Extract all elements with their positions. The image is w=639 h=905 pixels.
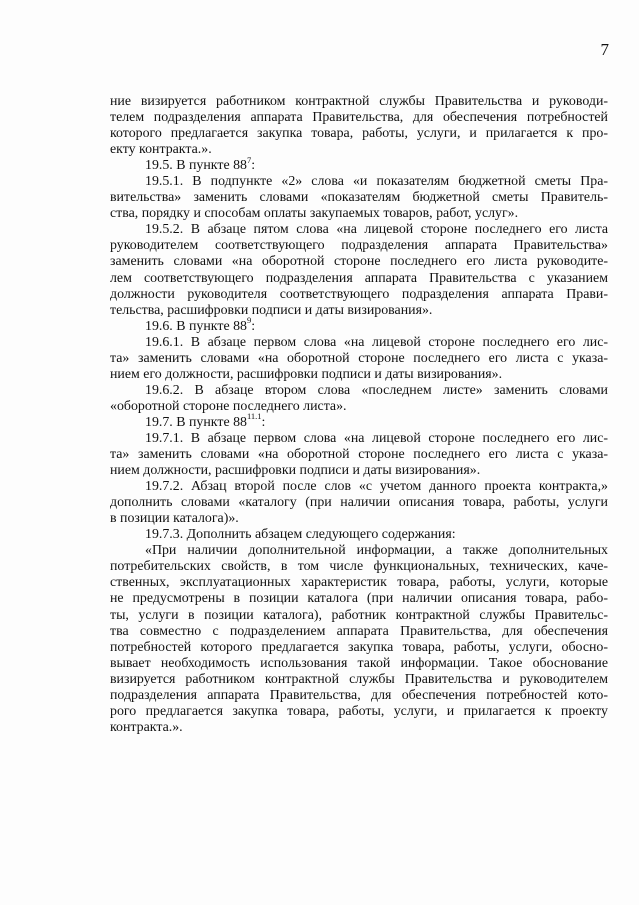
text-line [110,399,608,415]
text-line-content: ственных, эксплуатационных характеристик товара, работы, услуги, которые [110,575,608,591]
text-line [110,559,608,575]
text-line-content: тельства, расшифровки подписи и даты визирования». [110,302,433,318]
text-line [110,190,608,206]
text-line [110,527,608,543]
text-line [110,431,608,447]
text-line [110,543,608,559]
text-line [110,511,608,527]
superscript: 9 [246,315,252,326]
text-line-content: «При наличии дополнительной информации, а также дополнительных [145,543,608,559]
text-line [110,720,608,736]
text-line-content: вительства» заменить словами «показателям бюджетной сметы Правитель- [110,190,608,206]
text-line-content: заменить словами «на оборотной стороне последнего его листа руководите- [110,254,608,270]
text-line-content: та» заменить словами «на оборотной стороне последнего его листа с указа- [110,447,608,463]
text-line [110,254,608,270]
text-line [110,591,608,607]
text-line-content: «оборотной стороне последнего листа». [110,398,347,414]
text-line [110,447,608,463]
text-line-content: визируется работником контрактной службы Правительства и руководителем [110,671,608,687]
text-line-content: 19.6.1. В абзаце первом слова «на лицевой стороне последнего его лис- [145,334,608,350]
text-line-content: 19.7.2. Абзац второй после слов «с учетом данного проекта контракта,» [145,479,608,495]
text-line [110,704,608,720]
text-line-content: 19.6.2. В абзаце втором слова «последнем листе» заменить словами [145,382,608,398]
text-line [110,174,608,190]
text-line [110,335,608,351]
text-line [110,238,608,254]
text-line-tail: : [261,414,266,430]
text-line-content: должности руководителя соответствующего подразделения аппарата Прави- [110,286,608,302]
text-line-content: ние визируется работником контрактной службы Правительства и руководи- [110,94,608,109]
text-line-content: нием его должности, расшифровки подписи и даты визирования». [110,366,503,382]
page-number: 7 [600,40,609,59]
text-line-content: лем соответствующего подразделения аппарата Правительства с указанием [110,270,608,286]
text-line [110,303,608,319]
text-line [110,495,608,511]
text-line-content: 19.5.1. В подпункте «2» слова «и показателям бюджетной сметы Пра- [145,174,608,190]
text-line [110,383,608,399]
text-line-content: подразделения аппарата Правительства, для обеспечения потребностей кото- [110,687,608,703]
text-line-content: 19.5. В пункте 88 [145,158,247,174]
text-line-content: которого предлагается закупка товара, работы, услуги, и прилагается к про- [110,126,608,142]
text-line [110,351,608,367]
text-line [110,126,608,142]
text-line [110,222,608,238]
text-line-content: контракта.». [110,719,183,735]
text-line-tail: : [251,158,256,174]
text-line [110,463,608,479]
text-line [110,640,608,656]
text-line [110,315,608,335]
text-line-tail: : [251,318,256,334]
text-line-content: 19.7.1. В абзаце первом слова «на лицевой стороне последнего его лис- [145,430,608,446]
text-line-content: не предусмотрены в позиции каталога (при наличии описания товара, рабо- [110,591,608,607]
text-line-content: екту контракта.». [110,142,212,158]
text-line [110,271,608,287]
superscript: 7 [246,154,252,165]
document-body [110,94,608,736]
text-line-content: ты, услуги в позиции каталога), работник контрактной службы Правительс- [110,607,608,623]
text-line-content: 19.7. В пункте 88 [145,414,247,430]
text-line [110,688,608,704]
text-line [110,672,608,688]
text-line-content: в позиции каталога)». [110,511,239,527]
text-line [110,411,608,431]
text-line [110,287,608,303]
text-line-content: 19.5.2. В абзаце пятом слова «на лицевой стороне последнего его листа [145,222,608,238]
text-line-content: ства, порядку и способам оплаты закупаемых товаров, работ, услуг». [110,206,519,222]
text-line-content: руководителем соответствующего подразделения аппарата Правительства» [110,238,608,254]
text-line-content: нием должности, расшифровки подписи и даты визирования». [110,463,481,479]
text-line-content: 19.6. В пункте 88 [145,318,247,334]
text-line [110,154,608,174]
text-line-content: тва совместно с подразделением аппарата Правительства, для обеспечения [110,623,608,639]
text-line-content: потребительских свойств, в том числе функциональных, технических, каче- [110,559,608,575]
text-line [110,608,608,624]
superscript: 11.1 [246,411,262,422]
text-line-content: дополнить словами «каталогу (при наличии описания товара, работы, услуги [110,495,608,511]
text-line-content: та» заменить словами «на оборотной стороне последнего его листа с указа- [110,350,608,366]
text-line-content: рого предлагается закупка товара, работы, услуги, и прилагается к проекту [110,703,608,719]
text-line [110,624,608,640]
text-line [110,367,608,383]
text-line [110,656,608,672]
text-line-content: вывает необходимость использования такой информации. Такое обоснование [110,655,608,671]
text-line [110,142,608,158]
text-line [110,110,608,126]
text-line-content: потребностей которого предлагается закупка товара, работы, услуги, обосно- [110,639,608,655]
text-line [110,479,608,495]
text-line [110,206,608,222]
text-line-content: 19.7.3. Дополнить абзацем следующего содержания: [145,527,456,543]
text-line-content: телем подразделения аппарата Правительства, для обеспечения потребностей [110,110,608,126]
text-line [110,94,608,110]
text-line [110,575,608,591]
